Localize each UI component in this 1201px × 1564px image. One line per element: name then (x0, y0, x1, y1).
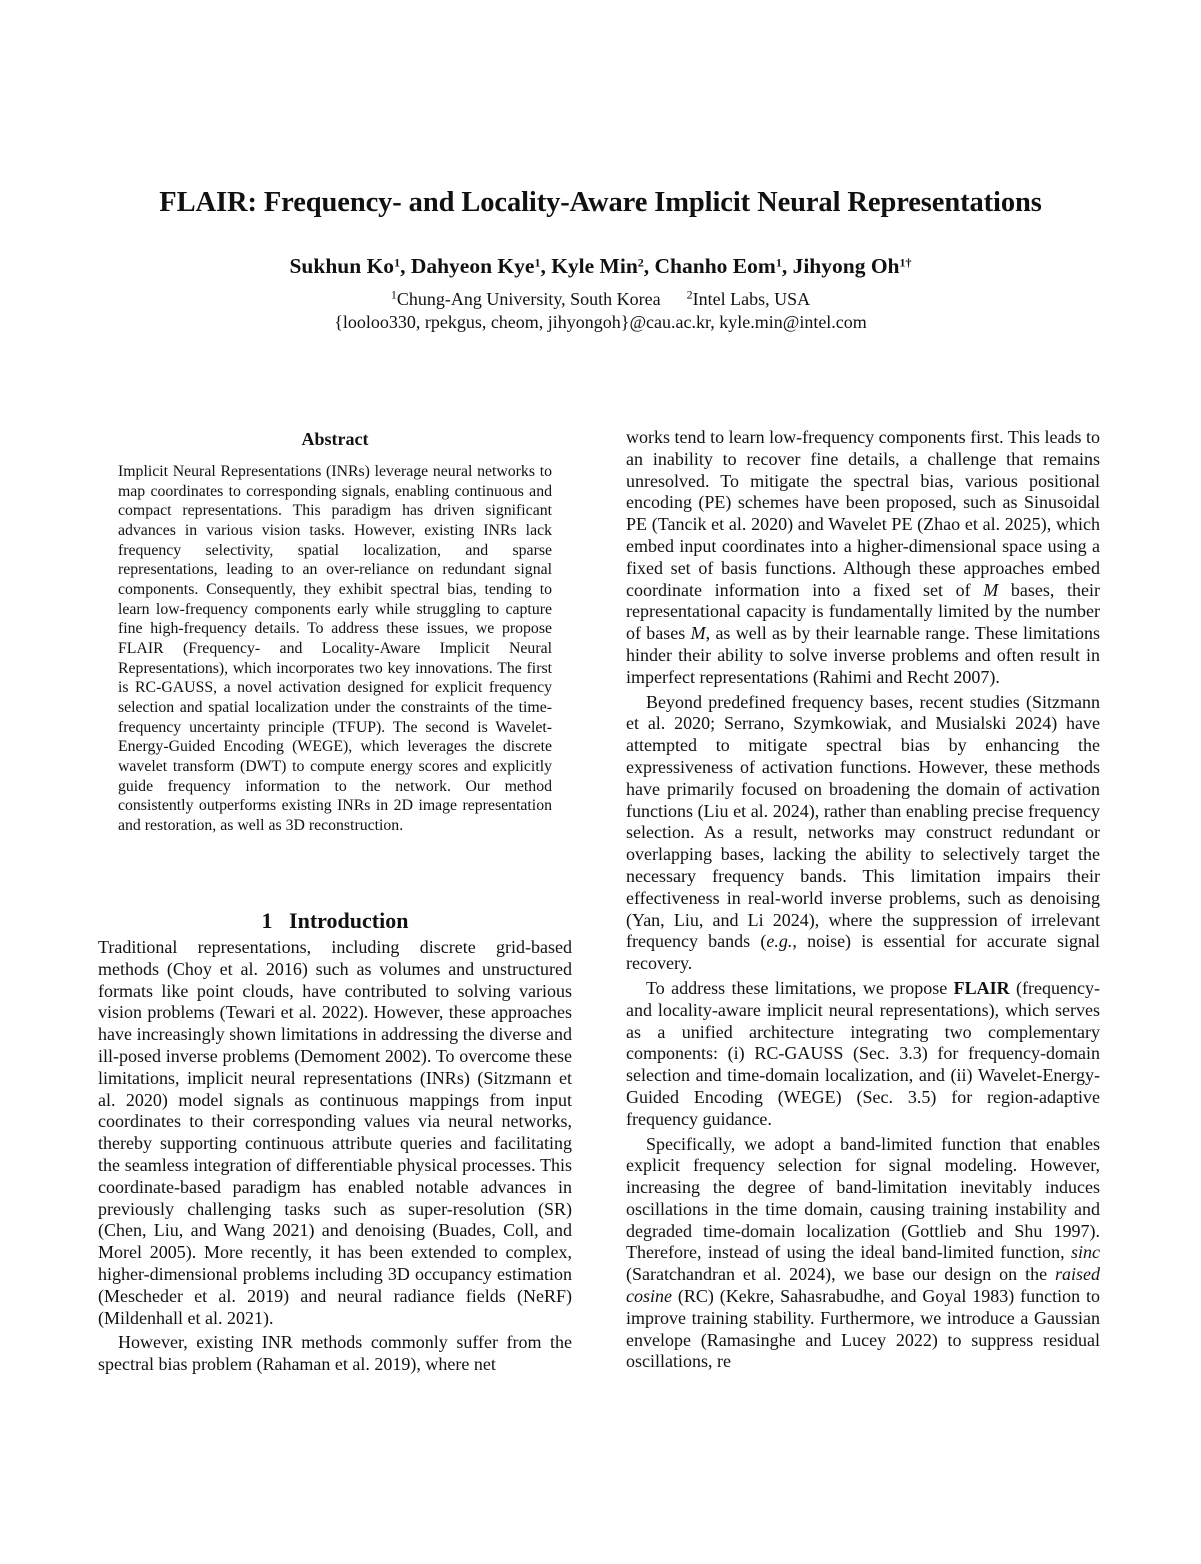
intro-paragraph-2-continued: works tend to learn low-frequency components first. This leads to an inability to recover fine details, a challenge that remains unresolved. To mitigate the spectral bias, various positional encoding (PE) schemes have been proposed, such as Sinusoidal PE (Tancik et al. 2020) and Wavelet PE (Zhao et al. 2025), which embed input coordinates into a higher-dimensional space using a fixed set of basis functions. Although these approaches embed coordinate information into a fixed set of M bases, their representational capacity is fundamentally limited by the number of bases M, as well as by their learnable range. These limitations hinder their ability to solve inverse problems and often result in imperfect representations (Rahimi and Recht 2007). (626, 427, 1101, 687)
affiliations (0, 288, 1201, 310)
author-3: Kyle Min$^2$, (551, 254, 655, 278)
author-2: Dahyeon Kye$^1$, (410, 254, 552, 278)
author-list (0, 250, 1201, 282)
abstract-heading: Abstract (301, 429, 369, 449)
intro-paragraph-2: However, existing INR methods commonly suffer from the spectral bias problem (Rahaman et al. 2019), where net (98, 1332, 572, 1375)
affiliation-1: $^1$Chung-Ang University, South Korea (390, 287, 661, 309)
intro-right-column (626, 427, 1100, 1373)
section-title: Introduction (289, 908, 409, 933)
intro-paragraph-5: Specifically, we adopt a band-limited function that enables explicit frequency selection for signal modeling. However, increasing the degree of band-limitation inevitably induces oscillations in the time domain, causing training instability and degraded time-domain localization (Gottlieb and Shu 1997). Therefore, instead of using the ideal band-limited function, sinc (Saratchandran et al. 2024), we base our design on the raised cosine (RC) (Kekre, Sahasrabudhe, and Goyal 1983) function to improve training stability. Furthermore, we introduce a Gaussian envelope (Ramasinghe and Lucey 2022) to suppress residual oscillations, re (626, 1133, 1100, 1372)
section-number: 1 (261, 908, 273, 933)
email-group-cau: {looloo330, rpekgus, cheom, jihyongoh}@cau.ac.kr, (334, 312, 715, 332)
section-heading-introduction (98, 907, 572, 935)
author-4: Chanho Eom$^1$, (654, 254, 793, 278)
paper-title: FLAIR: Frequency- and Locality-Aware Implicit Neural Representations (159, 187, 1042, 218)
intro-paragraph-4: To address these limitations, we propose FLAIR (frequency- and locality-aware implicit neural representations), which serves as a unified architecture integrating two complementary components: (i) RC-GAUSS (Sec. 3.3) for frequency-domain selection and time-domain localization, and (ii) Wavelet-Energy-Guided Encoding (WEGE) (Sec. 3.5) for region-adaptive frequency guidance. (626, 977, 1100, 1129)
author-1: Sukhun Ko$^1$, (289, 254, 411, 278)
intro-paragraph-3: Beyond predefined frequency bases, recent studies (Sitzmann et al. 2020; Serrano, Szymkowiak, and Musialski 2024) have attempted to mitigate spectral bias by enhancing the expressiveness of activation functions. However, these methods have primarily focused on broadening the domain of activation functions (Liu et al. 2024), rather than enabling precise frequency selection. As a result, networks may construct redundant or overlapping bases, lacking the ability to selectively target the necessary frequency bands. This limitation impairs their effectiveness in real-world inverse problems, such as denoising (Yan, Liu, and Li 2024), where the suppression of irrelevant frequency bands (e.g., noise) is essential for accurate signal recovery. (626, 691, 1100, 974)
affiliation-2: $^2$Intel Labs, USA (686, 287, 811, 309)
intro-paragraph-1: Traditional representations, including discrete grid-based methods (Choy et al. 2016) such as volumes and unstructured formats like point clouds, have contributed to solving various vision problems (Tewari et al. 2022). However, these approaches have increasingly shown limitations in addressing the diverse and ill-posed inverse problems (Demoment 2002). To overcome these limitations, implicit neural representations (INRs) (Sitzmann et al. 2020) model signals as continuous mappings from input coordinates to their corresponding values via neural networks, thereby supporting continuous attribute queries and facilitating the seamless integration of differentiable physical processes. This coordinate-based paradigm has enabled notable advances in previously challenging tasks such as super-resolution (SR) (Chen, Liu, and Wang 2021) and denoising (Buades, Coll, and Morel 2005). More recently, it has been extended to complex, higher-dimensional problems including 3D occupancy estimation (Mescheder et al. 2019) and neural radiance fields (NeRF) (Mildenhall et al. 2021). (98, 937, 572, 1328)
author-emails (0, 311, 1201, 333)
intro-left-column (98, 937, 572, 1376)
author-5: Jihyong $Oh^{1\dagger}$ (792, 254, 912, 278)
abstract-text: Implicit Neural Representations (INRs) leverage neural networks to map coordinates to corresponding signals, enabling continuous and compact representations. This paradigm has driven significant advances in various vision tasks. However, existing INRs lack frequency selectivity, spatial localization, and sparse representations, leading to an over-reliance on redundant signal components. Consequently, they exhibit spectral bias, tending to learn low-frequency components early while struggling to capture fine high-frequency details. To address these issues, we propose FLAIR (Frequency- and Locality-Aware Implicit Neural Representations), which incorporates two key innovations. The first is RC-GAUSS, a novel activation designed for explicit frequency selection and spatial localization under the constraints of the time-frequency uncertainty principle (TFUP). The second is Wavelet-Energy-Guided Encoding (WEGE), which leverages the discrete wavelet transform (DWT) to compute energy scores and explicitly guide frequency information to the network. Our method consistently outperforms existing INRs in 2D image representation and restoration, as well as 3D reconstruction. (118, 463, 552, 834)
email-intel: kyle.min@intel.com (719, 312, 867, 332)
